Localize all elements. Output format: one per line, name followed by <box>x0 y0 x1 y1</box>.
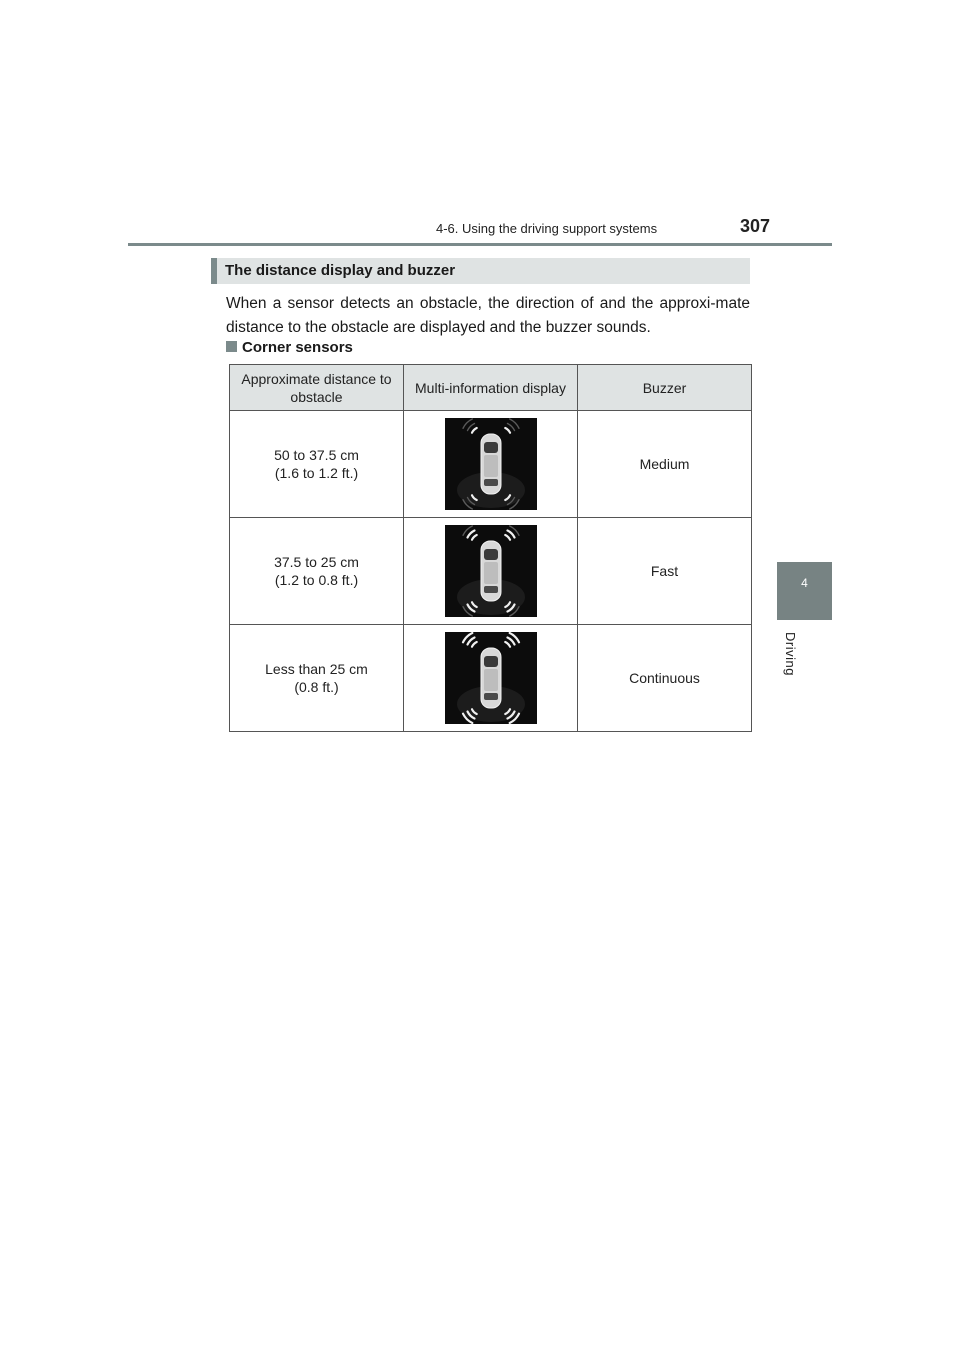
section-title: The distance display and buzzer <box>225 262 456 279</box>
subheading <box>226 339 353 356</box>
distance-metric: 37.5 to 25 cm <box>274 554 359 570</box>
display-cell <box>404 411 578 518</box>
header-section-title: 4-6. Using the driving support systems <box>436 221 658 236</box>
table-row <box>230 411 752 518</box>
distance-cell <box>230 518 404 625</box>
distance-imperial: (1.6 to 1.2 ft.) <box>274 465 359 481</box>
buzzer-cell: Fast <box>578 518 752 625</box>
corner-sensor-3-bar-display-icon <box>445 632 537 724</box>
corner-sensor-2-bar-display-icon <box>445 525 537 617</box>
distance-cell <box>230 625 404 732</box>
subheading-text: Corner sensors <box>242 339 353 356</box>
buzzer-cell: Medium <box>578 411 752 518</box>
square-bullet-icon <box>226 341 237 352</box>
column-header-distance: Approximate distance to obstacle <box>230 365 404 411</box>
corner-sensor-1-bar-display-icon <box>445 418 537 510</box>
intro-paragraph: When a sensor detects an obstacle, the direction of and the approxi-mate distance to the obstacle are displayed and the buzzer sounds. <box>226 295 750 336</box>
chapter-number: 4 <box>801 576 808 590</box>
distance-metric: Less than 25 cm <box>265 661 368 677</box>
header-divider <box>128 243 832 246</box>
table-header-row <box>230 365 752 411</box>
page-number: 307 <box>740 216 771 236</box>
chapter-tab <box>777 562 832 620</box>
distance-imperial: (1.2 to 0.8 ft.) <box>274 572 359 588</box>
table-row <box>230 625 752 732</box>
column-header-display: Multi-information display <box>404 365 578 411</box>
chapter-label: Driving <box>783 632 798 676</box>
distance-metric: 50 to 37.5 cm <box>274 447 359 463</box>
display-cell <box>404 625 578 732</box>
column-header-buzzer: Buzzer <box>578 365 752 411</box>
distance-cell <box>230 411 404 518</box>
buzzer-cell: Continuous <box>578 625 752 732</box>
section-heading-bar <box>211 258 750 284</box>
corner-sensor-table <box>229 364 752 732</box>
display-cell <box>404 518 578 625</box>
table-row <box>230 518 752 625</box>
distance-imperial: (0.8 ft.) <box>294 679 339 695</box>
